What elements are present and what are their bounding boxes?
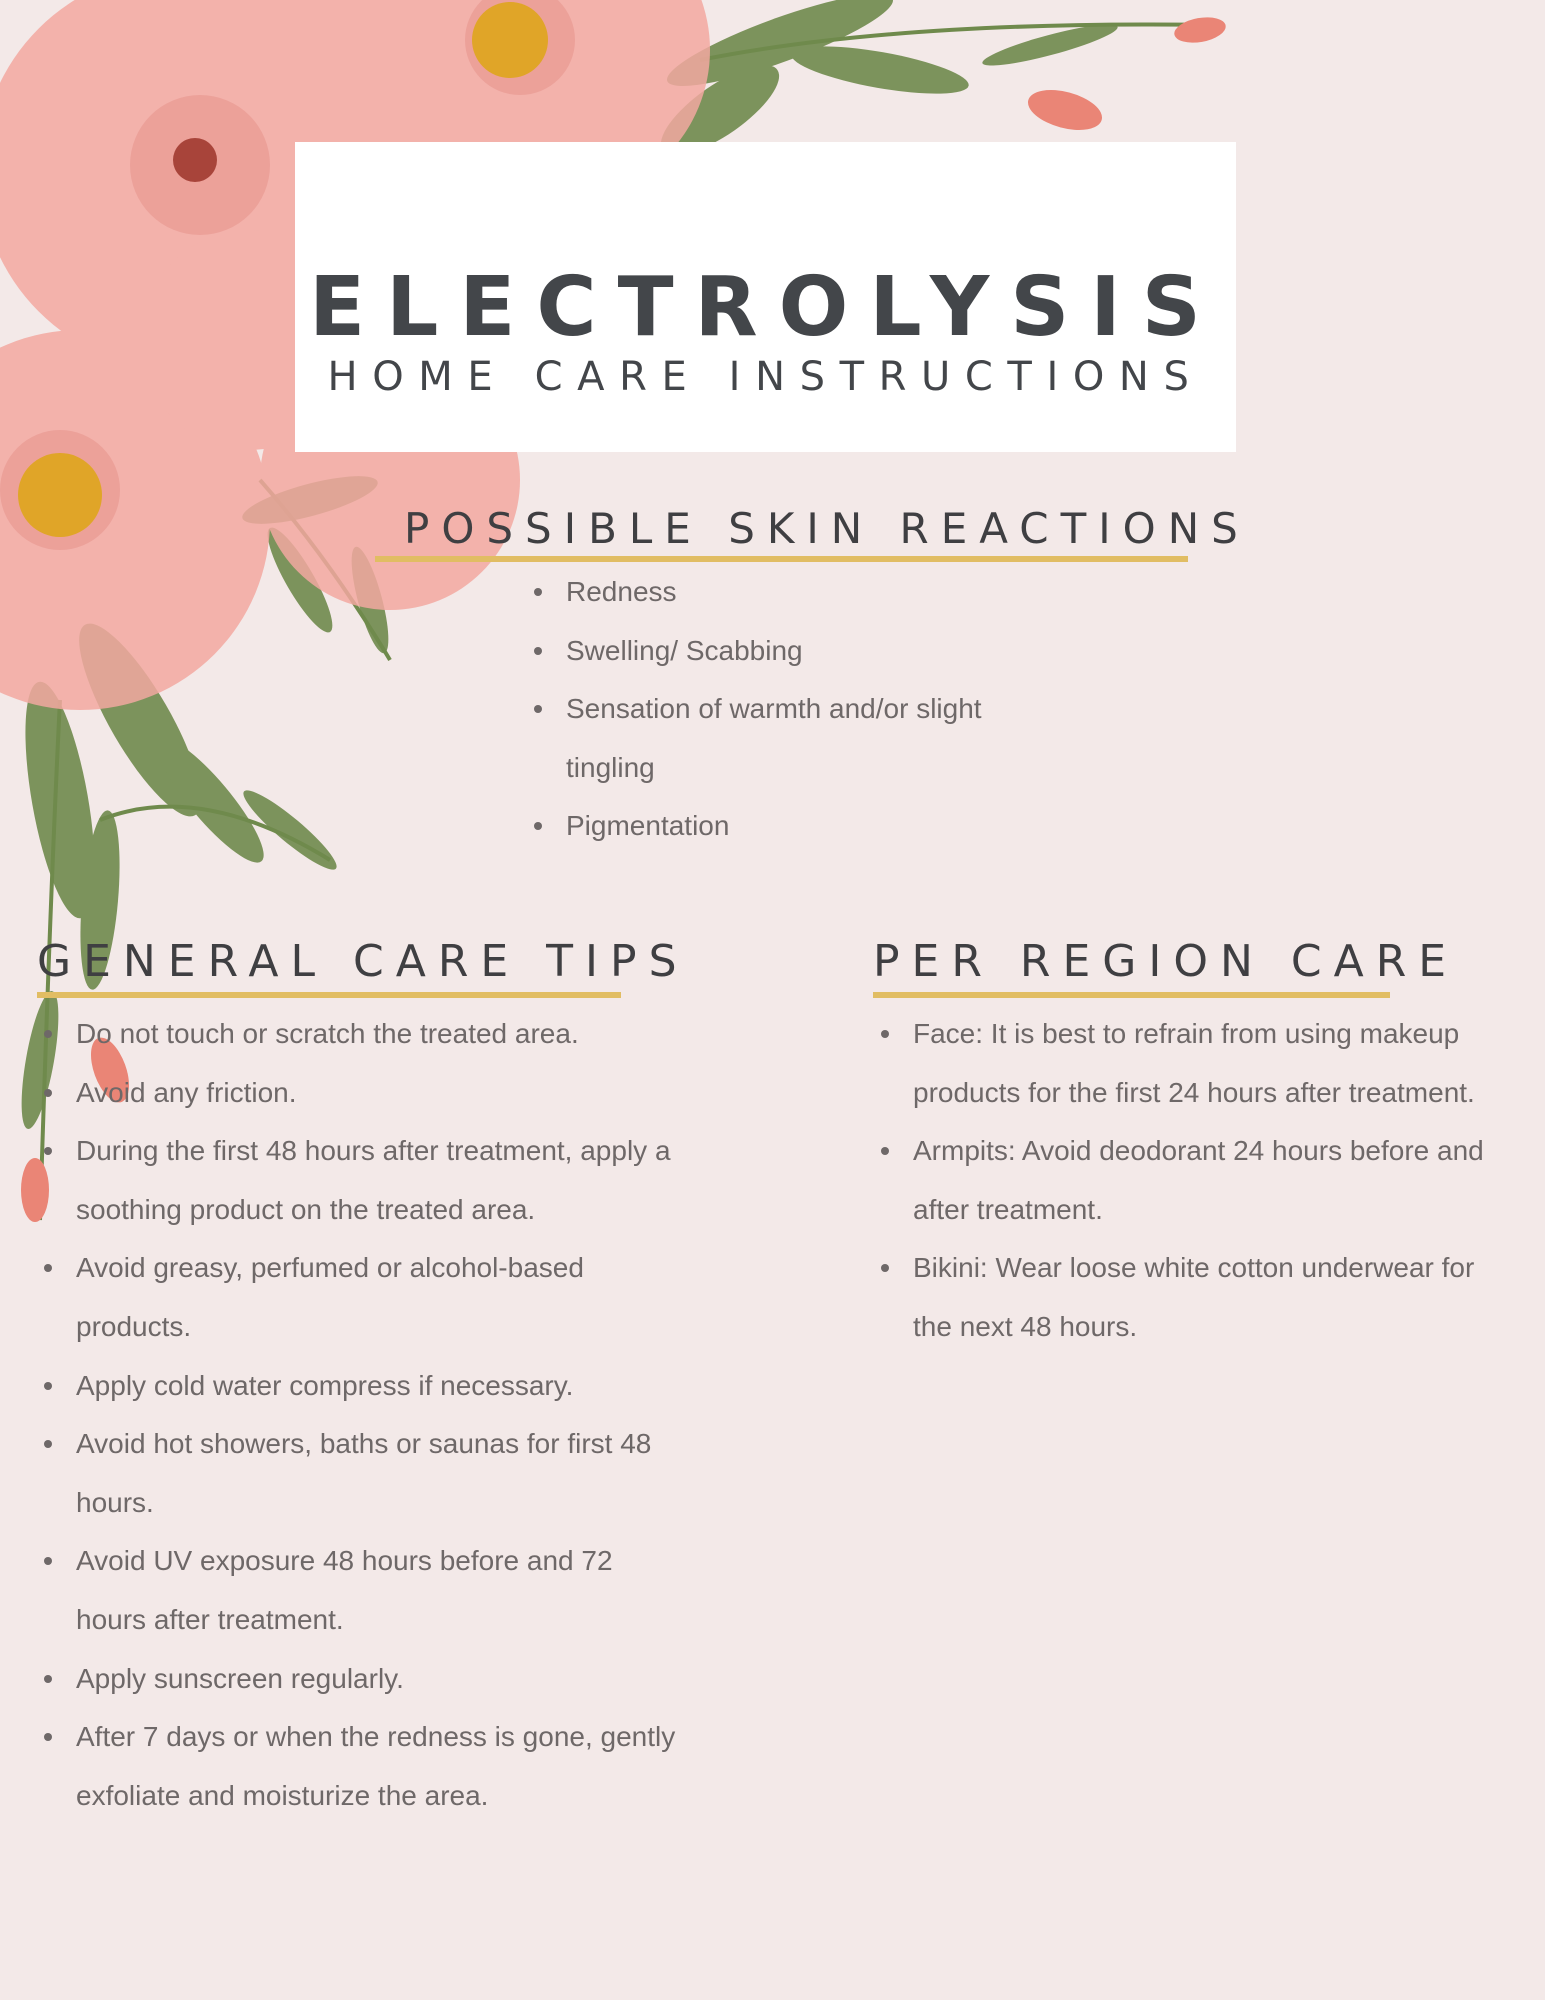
general-care-list: [76, 1005, 676, 1825]
region-care-heading: PER REGION CARE: [873, 936, 1459, 987]
list-item: Apply sunscreen regularly.: [76, 1650, 676, 1709]
list-item: Redness: [566, 563, 1046, 622]
region-care-list: [913, 1005, 1513, 1357]
list-item: Sensation of warmth and/or slight tingling: [566, 680, 1046, 797]
page-title: ELECTROLYSIS: [309, 260, 1222, 355]
list-item: Apply cold water compress if necessary.: [76, 1357, 676, 1416]
list-item: Avoid greasy, perfumed or alcohol-based products.: [76, 1239, 676, 1356]
skin-reactions-list: [566, 563, 1046, 856]
skin-reactions-heading: POSSIBLE SKIN REACTIONS: [404, 504, 1250, 553]
list-item: After 7 days or when the redness is gone, gently exfoliate and moisturize the area.: [76, 1708, 676, 1825]
page-subtitle: HOME CARE INSTRUCTIONS: [327, 354, 1204, 400]
list-item: Avoid any friction.: [76, 1064, 676, 1123]
list-item: Avoid hot showers, baths or saunas for first 48 hours.: [76, 1415, 676, 1532]
list-item: Bikini: Wear loose white cotton underwear for the next 48 hours.: [913, 1239, 1513, 1356]
list-item: During the first 48 hours after treatment, apply a soothing product on the treated area.: [76, 1122, 676, 1239]
region-care-underline: [873, 992, 1390, 998]
list-item: Swelling/ Scabbing: [566, 622, 1046, 681]
list-item: Avoid UV exposure 48 hours before and 72 hours after treatment.: [76, 1532, 676, 1649]
list-item: Face: It is best to refrain from using makeup products for the first 24 hours after treatment.: [913, 1005, 1513, 1122]
title-card: [295, 142, 1236, 452]
general-care-underline: [37, 992, 621, 998]
general-care-heading: GENERAL CARE TIPS: [37, 936, 689, 987]
skin-reactions-underline: [375, 556, 1188, 562]
list-item: Pigmentation: [566, 797, 1046, 856]
list-item: Do not touch or scratch the treated area.: [76, 1005, 676, 1064]
list-item: Armpits: Avoid deodorant 24 hours before and after treatment.: [913, 1122, 1513, 1239]
